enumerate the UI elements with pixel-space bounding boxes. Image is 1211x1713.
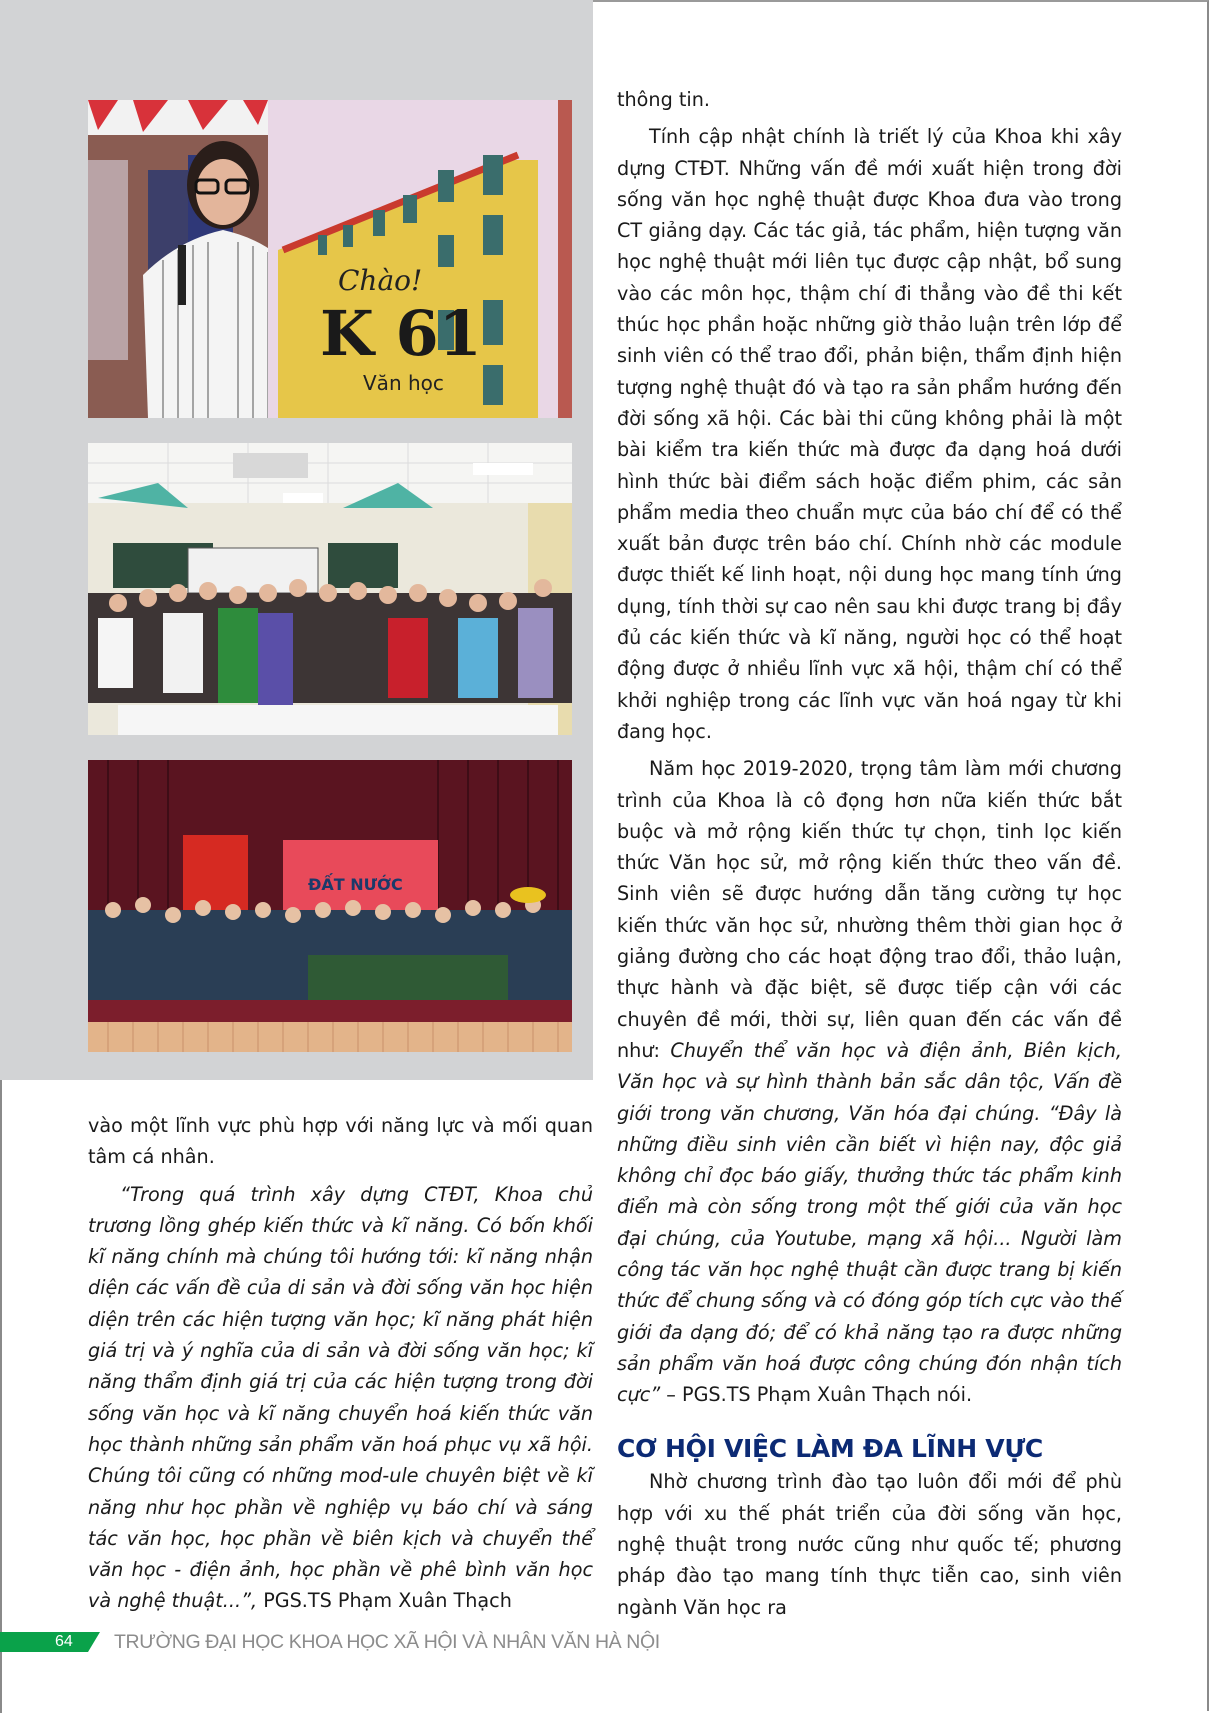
paragraph xyxy=(617,753,1122,1410)
paragraph: thông tin. xyxy=(617,88,710,111)
quote-text: Chuyển thể văn học và điện ảnh, Biên kịch, Văn học và sự hình thành bản sắc dân tộc, Vấn đề giới trong văn chương, Văn hóa đại chúng. “Đây là những điều sinh viên cần biết vì hiện nay, độc giả không chỉ đọc báo giấy, thưởng thức tác phẩm kinh điển mà còn sống trong một thế giới của văn học đại chúng, của Youtube, mạng xã hội... Người làm công tác văn học nghệ thuật cần được trang bị kiến thức để chung sống và có đóng góp tích cực vào thế giới đa dạng đó; để có khả năng tạo ra được những sản phẩm văn hoá được công chúng đón nhận tích cực” xyxy=(617,1038,1123,1407)
stage-banner-lettering: ĐẤT NƯỚC xyxy=(308,875,403,894)
section-heading: CƠ HỘI VIỆC LÀM ĐA LĨNH VỰC xyxy=(617,1434,1043,1464)
paragraph xyxy=(88,1179,593,1617)
banner-k61-lettering: K 61 xyxy=(320,297,482,370)
photo-student-k61 xyxy=(88,100,572,418)
photo-classroom-group-image xyxy=(88,443,572,735)
paragraph-text: Năm học 2019-2020, trọng tâm làm mới chương trình của Khoa là cô đọng hơn nữa kiến thức bắt buộc và mở rộng kiến thức tự chọn, tinh lọc kiến thức Văn học sử, mở rộng kiến thức theo vấn đề. Sinh viên sẽ được hướng dẫn tăng cường tự học kiến thức văn học sử, nhường thêm thời gian học ở giảng đường cho các hoạt động trao đổi, thảo luận, thực hành và đặc biệt, sẽ được tiếp cận với các chuyên đề mới, thời sự, liên quan đến các vấn đề như: xyxy=(617,757,1122,1062)
left-column xyxy=(88,1110,593,1617)
photo-stage-group-image xyxy=(88,760,572,1052)
paragraph: vào một lĩnh vực phù hợp với năng lực và mối quan tâm cá nhân. xyxy=(88,1114,593,1169)
paragraph: Tính cập nhật chính là triết lý của Khoa khi xây dựng CTĐT. Những vấn đề mới xuất hiện trong đời sống văn học nghệ thuật được Khoa đưa vào trong CT giảng dạy. Các tác giả, tác phẩm, hiện tượng văn học nghệ thuật mới liên tục được cập nhật, bổ sung vào các môn học, thậm chí đi thẳng vào đề thi kết thúc học phần hoặc những giờ thảo luận trên lớp để sinh viên có thể trao đổi, phản biện, thẩm định hiện tượng nghệ thuật đó và tạo ra sản phẩm hướng đến đời sống xã hội. Các bài thi cũng không phải là một bài kiểm tra kiến thức mà được đa dạng hoá dưới hình thức bài điểm sách hoặc điểm phim, các sản phẩm media theo chuẩn mực của báo chí để có thể xuất bản được trên báo chí. Chính nhờ các module được thiết kế linh hoạt, nội dung học mang tính ứng dụng, tính thời sự cao nên sau khi được trang bị đầy đủ các kiến thức và kĩ năng, người học có thể hoạt động được ở nhiều lĩnh vực xã hội, thậm chí có thể khởi nghiệp trong các lĩnh vực văn hoá ngay từ khi đang học. xyxy=(617,125,1122,743)
page-number-tab xyxy=(0,1632,100,1652)
attribution-text: PGS.TS Phạm Xuân Thạch xyxy=(257,1589,512,1613)
banner-greeting-lettering: Chào! xyxy=(338,264,423,297)
photo-stage-group xyxy=(88,760,572,1052)
banner-van-hoc-lettering: Văn học xyxy=(363,371,444,395)
right-column xyxy=(617,84,1122,1623)
photo-classroom-group xyxy=(88,443,572,735)
quote-text: “Trong quá trình xây dựng CTĐT, Khoa chủ trương lồng ghép kiến thức và kĩ năng. Có bốn khối kĩ năng chính mà chúng tôi hướng tới: kĩ năng nhận diện các vấn đề của di sản và đời sống văn học hiện diện trên các hiện tượng văn học; kĩ năng phát hiện giá trị và ý nghĩa của di sản và đời sống văn học; kĩ năng thẩm định giá trị của các hiện tượng trong đời sống văn học và kĩ năng chuyển hoá kiến thức văn học thành những sản phẩm văn hoá phục vụ xã hội. Chúng tôi cũng có những mod-ule chuyên biệt về kĩ năng như học phần về nghiệp vụ báo chí và sáng tác văn học, học phần về biên kịch và chuyển thể văn học - điện ảnh, học phần về phê bình văn học và nghệ thuật...”, xyxy=(88,1182,593,1613)
running-footer: TRƯỜNG ĐẠI HỌC KHOA HỌC XÃ HỘI VÀ NHÂN VĂN HÀ NỘI xyxy=(114,1631,660,1653)
photo-student-k61-image xyxy=(88,100,572,418)
attribution-text: – PGS.TS Phạm Xuân Thạch nói. xyxy=(660,1383,973,1407)
paragraph: Nhờ chương trình đào tạo luôn đổi mới để phù hợp với xu thế phát triển của đời sống văn học, nghệ thuật trong nước cũng như quốc tế; phương pháp đào tạo mang tính thực tiễn cao, sinh viên ngành Văn học ra xyxy=(617,1470,1122,1619)
page-left-edge xyxy=(0,1080,2,1713)
page-number: 64 xyxy=(55,1633,73,1650)
